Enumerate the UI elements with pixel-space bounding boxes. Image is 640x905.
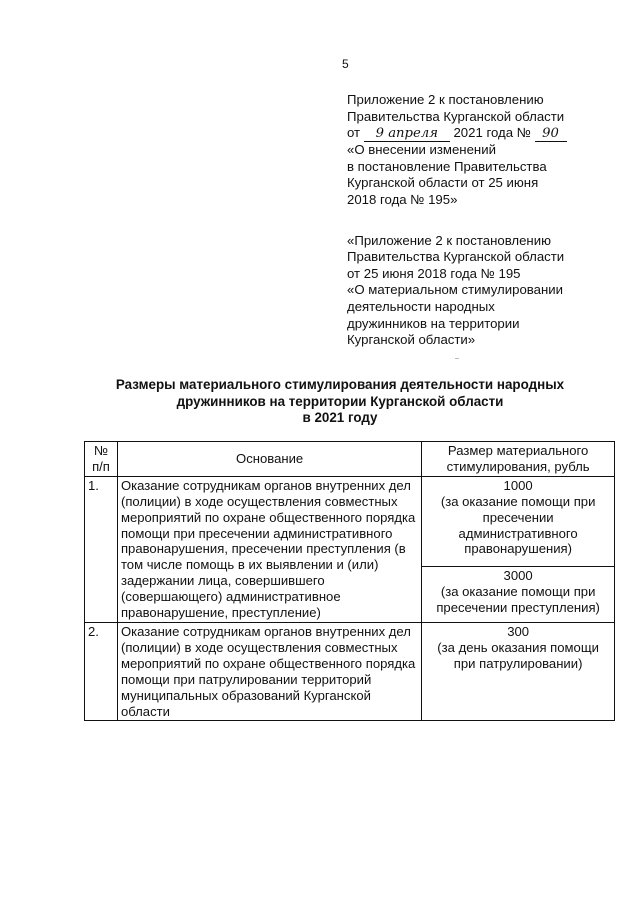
table-row [85, 476, 615, 567]
appendix-line: 2018 года № 195» [347, 191, 458, 207]
appendix-line: дружинников на территории [347, 315, 520, 331]
appendix-line: деятельности народных [347, 298, 495, 314]
appendix-header [347, 92, 617, 349]
row-number: 1. [85, 476, 118, 622]
row-amount [422, 567, 615, 623]
title-line: дружинников на территории Курганской области [176, 393, 504, 409]
appendix-line: «О материальном стимулировании [347, 282, 563, 298]
header-basis: Основание [117, 442, 421, 477]
date-year: 2021 года № [453, 125, 531, 141]
stimulus-table [84, 441, 615, 721]
header-number: № п/п [85, 442, 118, 477]
scan-speck [455, 358, 459, 359]
amount-value: 3000 [503, 568, 533, 584]
page-number: 5 [342, 57, 349, 71]
appendix-line: в постановление Правительства [347, 158, 547, 174]
appendix-line: от 25 июня 2018 года № 195 [347, 265, 521, 281]
appendix-line: «Приложение 2 к постановлению [347, 232, 551, 248]
amount-note: (за оказание помощи при пресечении преступления) [436, 584, 600, 616]
appendix-date-line [347, 125, 617, 142]
row-amount [422, 476, 615, 567]
header-amount: Размер материального стимулирования, рубль [422, 442, 615, 477]
title-line: в 2021 году [302, 410, 378, 425]
appendix-line: «О внесении изменений [347, 142, 496, 158]
appendix-line: Правительства Курганской области [347, 249, 565, 265]
date-prefix: от [347, 125, 361, 141]
title-line: Размеры материального стимулирования деятельности народных [115, 377, 565, 392]
appendix-line: Приложение 2 к постановлению [347, 92, 544, 107]
row-amount [422, 622, 615, 720]
amount-note: (за день оказания помощи при патрулировании) [437, 639, 599, 671]
table-header-row [85, 442, 615, 477]
document-title [60, 377, 620, 427]
handwritten-date: 9 апреля [364, 127, 450, 142]
row-basis: Оказание сотрудникам органов внутренних дел (полиции) в ходе осуществления совместных мероприятий по охране общественного порядка помощи при патрулировании территорий муниципальных образований Курганской области [117, 622, 421, 720]
table-row [85, 622, 615, 720]
appendix-line: Курганской области от 25 июня [347, 175, 539, 191]
row-number: 2. [85, 622, 118, 720]
row-basis: Оказание сотрудникам органов внутренних дел (полиции) в ходе осуществления совместных мероприятий по охране общественного порядка помощи при пресечении административного правонарушения, пресечении преступления (в том числе помощь в их выявлении и (или) задержании лица, совершившего (совершающего) административное правонарушение, преступление) [117, 476, 421, 622]
appendix-line: Курганской области» [347, 332, 476, 348]
amount-value: 300 [507, 623, 530, 639]
handwritten-number: 90 [535, 127, 567, 142]
appendix-line: Правительства Курганской области [347, 108, 565, 124]
amount-note: (за оказание помощи при пресечении административного правонарушения) [440, 493, 596, 557]
amount-value: 1000 [503, 477, 533, 493]
